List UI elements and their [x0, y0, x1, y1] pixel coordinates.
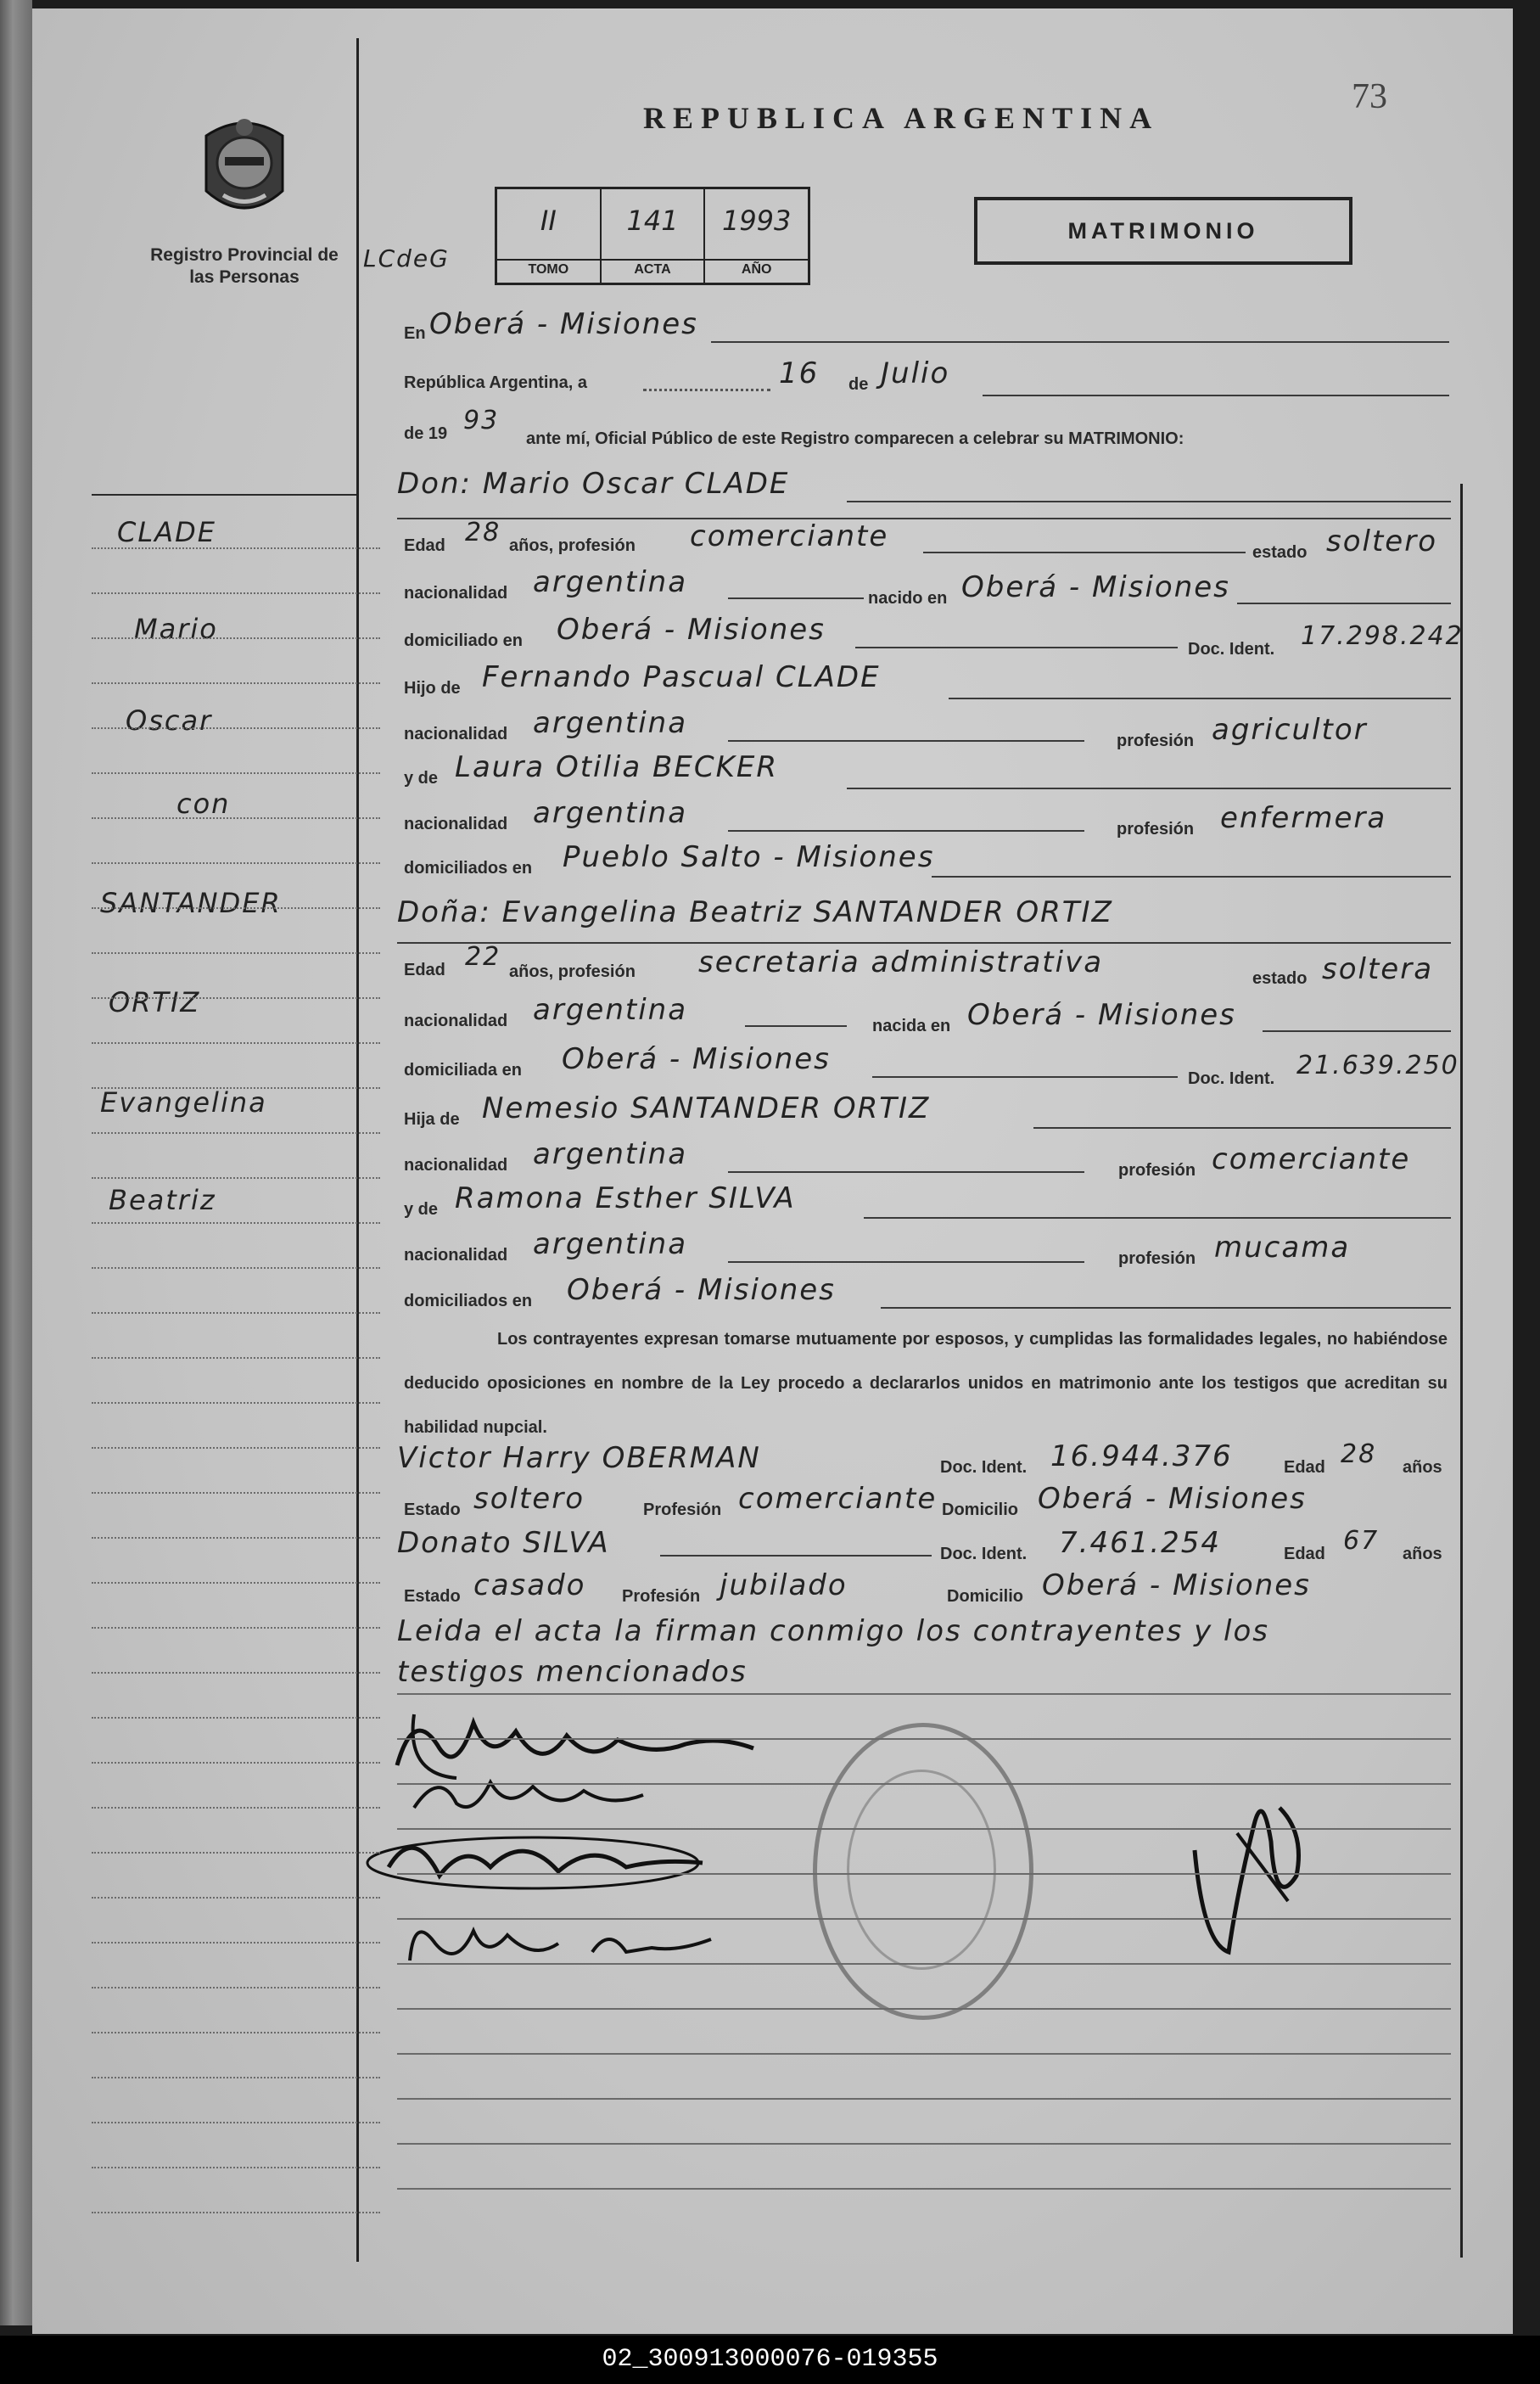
tomo-value: II	[540, 205, 557, 237]
margin-ruled-line	[92, 1177, 380, 1179]
groom-birthplace-label: nacido en	[868, 589, 948, 608]
margin-ruled-line	[92, 2077, 380, 2078]
groom-mother-nationality-label: nacionalidad	[404, 815, 508, 833]
margin-ruled-line	[92, 1852, 380, 1854]
bride-parents-domicile: Oberá - Misiones	[567, 1273, 836, 1307]
bride-mother-profession: mucama	[1214, 1231, 1351, 1265]
signature-official	[1178, 1774, 1313, 1969]
margin-ruled-line	[92, 1942, 380, 1944]
witness2-doc: 7.461.254	[1059, 1526, 1222, 1560]
bride-mother-nationality: argentina	[533, 1227, 688, 1261]
groom-name: Don: Mario Oscar CLADE	[397, 467, 790, 501]
bride-profession: secretaria administrativa	[698, 945, 1104, 979]
signature-witness2	[397, 1901, 720, 1977]
witness2-name: Donato SILVA	[397, 1526, 610, 1560]
blank-ruled-line	[397, 2188, 1451, 2190]
bride-doc: 21.639.250	[1296, 1051, 1459, 1080]
right-page-rule	[1460, 484, 1463, 2258]
margin-ruled-line	[92, 682, 380, 684]
registry-name: Registro Provincial de las Personas	[150, 245, 339, 287]
margin-ruled-line	[92, 1582, 380, 1584]
margin-ruled-line	[92, 952, 380, 954]
ceremony-month: Julio	[881, 356, 950, 390]
groom-status: soltero	[1326, 524, 1437, 558]
margin-ruled-line	[92, 1717, 380, 1719]
groom-hijo-label: Hijo de	[404, 679, 461, 698]
anio-cell	[705, 189, 808, 283]
witness2-domicile: Oberá - Misiones	[1042, 1568, 1311, 1602]
groom-estado-label: estado	[1252, 543, 1308, 562]
witness2-status: casado	[473, 1568, 586, 1602]
groom-mother-profession: enfermera	[1220, 801, 1387, 835]
anio-label: AÑO	[705, 259, 808, 278]
provincial-coat-of-arms-icon	[198, 110, 291, 221]
certificate-type-box: MATRIMONIO	[974, 197, 1352, 265]
margin-ruled-line	[92, 1447, 380, 1449]
groom-father-profession-label: profesión	[1117, 732, 1195, 750]
bride-yde-label: y de	[404, 1200, 439, 1219]
groom-edad-label: Edad	[404, 536, 445, 555]
bride-father-profession: comerciante	[1212, 1142, 1411, 1176]
margin-index-entry: Beatriz	[109, 1184, 216, 1216]
bride-parents-domicile-label: domiciliados en	[404, 1292, 533, 1310]
margin-ruled-line	[92, 1357, 380, 1359]
groom-domicile-label: domiciliado en	[404, 631, 524, 650]
official-seal-inner-ring	[847, 1770, 996, 1970]
groom-doc: 17.298.242	[1301, 621, 1464, 651]
witness1-edad-label: Edad	[1284, 1458, 1325, 1477]
bride-nationality: argentina	[533, 993, 688, 1027]
margin-top-rule	[92, 494, 356, 496]
margin-index-entry: Mario	[134, 613, 218, 645]
bride-father-profession-label: profesión	[1118, 1161, 1196, 1180]
margin-ruled-line	[92, 1897, 380, 1899]
witness1-profesion-label: Profesión	[643, 1501, 722, 1519]
tomo-cell	[497, 189, 602, 283]
bride-domicile: Oberá - Misiones	[562, 1042, 831, 1076]
blank-ruled-line	[397, 1963, 1451, 1965]
blank-ruled-line	[397, 1783, 1451, 1785]
margin-ruled-line	[92, 1762, 380, 1764]
bride-doc-label: Doc. Ident.	[1188, 1069, 1275, 1088]
registration-box	[495, 187, 810, 285]
blank-ruled-line	[397, 1738, 1451, 1740]
margin-ruled-line	[92, 2212, 380, 2213]
witness2-edad-label: Edad	[1284, 1545, 1325, 1563]
margin-index-entry: Oscar	[126, 704, 213, 737]
bride-father-nationality-label: nacionalidad	[404, 1156, 508, 1175]
margin-ruled-line	[92, 637, 380, 639]
groom-mother-profession-label: profesión	[1117, 820, 1195, 839]
witness2-doc-label: Doc. Ident.	[940, 1545, 1028, 1563]
registry-code: LCdeG	[363, 244, 450, 272]
margin-index-entry: CLADE	[117, 516, 216, 548]
witness1-doc: 16.944.376	[1050, 1439, 1233, 1473]
blank-ruled-line	[397, 1693, 1451, 1695]
groom-father-nationality-label: nacionalidad	[404, 725, 508, 743]
margin-index-entry: Evangelina	[100, 1086, 267, 1119]
groom-mother: Laura Otilia BECKER	[455, 750, 778, 784]
margin-index-entry: ORTIZ	[109, 986, 201, 1018]
margin-ruled-line	[92, 592, 380, 594]
bride-edad-label: Edad	[404, 961, 445, 979]
left-column-rule	[356, 38, 359, 2262]
blank-ruled-line	[397, 2143, 1451, 2145]
ceremony-intro: ante mí, Oficial Público de este Registro comparecen a celebrar su MATRIMONIO:	[526, 429, 1184, 448]
witness1-domicilio-label: Domicilio	[942, 1501, 1019, 1519]
de19-label: de 19	[404, 424, 448, 443]
margin-ruled-line	[92, 997, 380, 999]
margin-ruled-line	[92, 1222, 380, 1224]
margin-ruled-line	[92, 1807, 380, 1809]
bride-mother: Ramona Esther SILVA	[455, 1181, 796, 1215]
margin-ruled-line	[92, 1672, 380, 1674]
bride-nationality-label: nacionalidad	[404, 1012, 508, 1030]
ceremony-place: Oberá - Misiones	[429, 307, 698, 341]
margin-index-entry: SANTANDER	[100, 887, 282, 919]
groom-father-nationality: argentina	[533, 706, 688, 740]
margin-ruled-line	[92, 817, 380, 819]
margin-index-entry: con	[176, 788, 231, 820]
margin-ruled-line	[92, 1312, 380, 1314]
witness1-estado-label: Estado	[404, 1501, 461, 1519]
ceremony-year-suffix: 93	[463, 406, 500, 435]
groom-birthplace: Oberá - Misiones	[961, 570, 1230, 604]
witness1-age: 28	[1341, 1439, 1377, 1469]
ceremony-day: 16	[779, 356, 820, 390]
margin-ruled-line	[92, 862, 380, 864]
groom-domicile: Oberá - Misiones	[557, 613, 826, 647]
margin-ruled-line	[92, 772, 380, 774]
bride-mother-nationality-label: nacionalidad	[404, 1246, 508, 1265]
blank-ruled-line	[397, 2008, 1451, 2010]
margin-ruled-line	[92, 1132, 380, 1134]
margin-ruled-line	[92, 2167, 380, 2168]
country-title: REPUBLICA ARGENTINA	[643, 101, 1160, 135]
groom-parents-domicile-label: domiciliados en	[404, 859, 533, 878]
anio-value: 1993	[721, 205, 792, 237]
margin-ruled-line	[92, 1402, 380, 1404]
bride-father: Nemesio SANTANDER ORTIZ	[482, 1091, 931, 1125]
witness2-estado-label: Estado	[404, 1587, 461, 1606]
groom-father-profession: agricultor	[1212, 713, 1368, 747]
bride-anos-profesion-label: años, profesión	[509, 962, 636, 981]
blank-ruled-line	[397, 2098, 1451, 2100]
acta-value: 141	[626, 205, 679, 237]
margin-ruled-line	[92, 907, 380, 909]
margin-ruled-line	[92, 1627, 380, 1629]
margin-ruled-line	[92, 1087, 380, 1089]
blank-ruled-line	[397, 1873, 1451, 1875]
witness1-status: soltero	[473, 1482, 585, 1516]
margin-ruled-line	[92, 1492, 380, 1494]
groom-parents-domicile: Pueblo Salto - Misiones	[563, 840, 935, 874]
groom-age: 28	[465, 518, 501, 547]
margin-ruled-line	[92, 547, 380, 549]
witness1-domicile: Oberá - Misiones	[1038, 1482, 1307, 1516]
margin-ruled-line	[92, 727, 380, 729]
groom-father: Fernando Pascual CLADE	[482, 660, 881, 694]
margin-ruled-line	[92, 1987, 380, 1989]
bride-father-nationality: argentina	[533, 1137, 688, 1171]
acta-cell	[602, 189, 706, 283]
groom-doc-label: Doc. Ident.	[1188, 640, 1275, 659]
groom-nationality: argentina	[533, 565, 688, 599]
witness2-profesion-label: Profesión	[622, 1587, 701, 1606]
en-label: En	[404, 324, 426, 343]
witness1-profession: comerciante	[738, 1482, 938, 1516]
acta-label: ACTA	[602, 259, 704, 278]
blank-ruled-line	[397, 1918, 1451, 1920]
book-spine-edge	[0, 0, 32, 2325]
margin-ruled-line	[92, 1267, 380, 1269]
groom-profession: comerciante	[690, 519, 889, 553]
witness2-age: 67	[1343, 1526, 1380, 1556]
bride-birthplace-label: nacida en	[872, 1017, 951, 1035]
groom-mother-nationality: argentina	[533, 796, 688, 830]
blank-ruled-line	[397, 1828, 1451, 1830]
witness2-profession: jubilado	[720, 1568, 848, 1602]
document-page	[32, 8, 1513, 2334]
margin-ruled-line	[92, 2032, 380, 2033]
margin-ruled-line	[92, 1537, 380, 1539]
image-footer-caption: 02_300913000076-019355	[0, 2336, 1540, 2384]
witness2-anos-label: años	[1403, 1545, 1442, 1563]
page-number: 73	[1352, 77, 1387, 116]
bride-mother-profession-label: profesión	[1118, 1249, 1196, 1268]
tomo-label: TOMO	[497, 259, 600, 278]
witness1-anos-label: años	[1403, 1458, 1442, 1477]
declaration-text: Los contrayentes expresan tomarse mutuamente por esposos, y cumplidas las formalidades legales, no habiéndose deducido oposiciones en nombre de la Ley procedo a declararlos unidos en matrimonio ante los testigos que acreditan su habilidad nupcial.	[404, 1330, 1448, 1437]
bride-domicile-label: domiciliada en	[404, 1061, 522, 1080]
bride-age: 22	[465, 942, 501, 972]
bride-status: soltera	[1322, 952, 1434, 986]
bride-birthplace: Oberá - Misiones	[967, 998, 1236, 1032]
republica-label: República Argentina, a	[404, 373, 587, 392]
groom-anos-profesion-label: años, profesión	[509, 536, 636, 555]
bride-estado-label: estado	[1252, 969, 1308, 988]
margin-ruled-line	[92, 1042, 380, 1044]
bride-hija-label: Hija de	[404, 1110, 460, 1129]
closing-note-line2: testigos mencionados	[397, 1655, 748, 1689]
groom-yde-label: y de	[404, 769, 439, 788]
witness1-name: Victor Harry OBERMAN	[397, 1441, 761, 1475]
groom-nationality-label: nacionalidad	[404, 584, 508, 603]
blank-ruled-line	[397, 2053, 1451, 2055]
de-label: de	[848, 375, 869, 394]
witness2-domicilio-label: Domicilio	[947, 1587, 1024, 1606]
bride-name: Doña: Evangelina Beatriz SANTANDER ORTIZ	[397, 895, 1113, 929]
witness1-doc-label: Doc. Ident.	[940, 1458, 1028, 1477]
margin-ruled-line	[92, 2122, 380, 2123]
closing-note-line1: Leida el acta la firman conmigo los contrayentes y los	[397, 1614, 1270, 1648]
